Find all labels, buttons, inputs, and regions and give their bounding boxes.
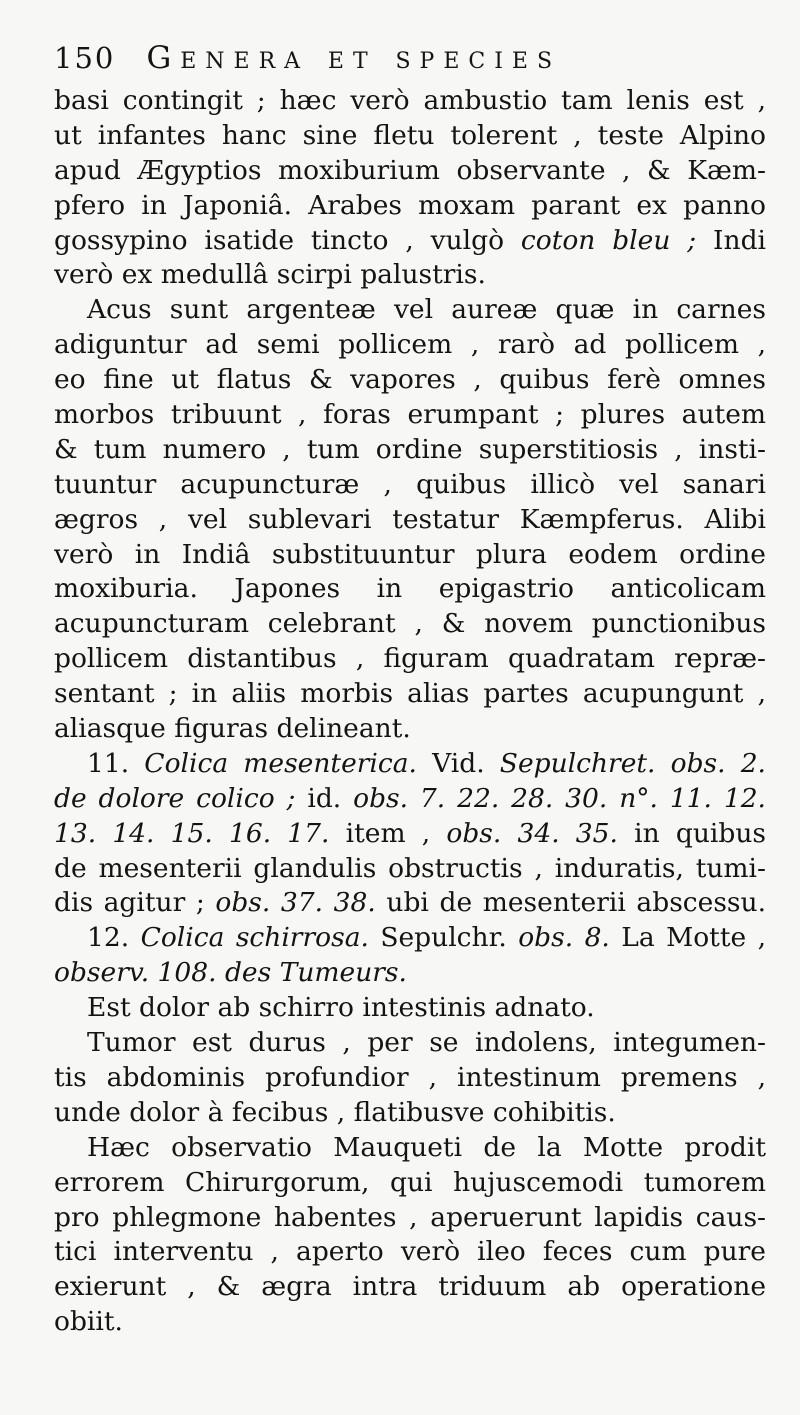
text-segment: La Motte , [609, 922, 766, 954]
text-segment: de mesenterii glandulis obstructis , induratis, tumi- [54, 852, 766, 884]
text-segment: Vid. [416, 747, 500, 779]
italic-text: de dolore colico ; [54, 782, 296, 814]
text-segment: adiguntur ad semi pollicem , rarò ad pollicem , [54, 329, 766, 361]
page-number: 150 [54, 41, 116, 75]
text-line [54, 84, 766, 119]
text-segment: pro phlegmone habentes , aperuerunt lapidis caus- [54, 1201, 766, 1233]
text-segment: Indi [696, 224, 766, 256]
text-segment: tuuntur acupuncturæ , quibus illicò vel sanari [54, 468, 766, 500]
text-segment: acupuncturam celebrant , & novem punctionibus [54, 608, 766, 640]
text-segment: Acus sunt argenteæ vel aureæ quæ in carnes [87, 294, 766, 326]
text-line [54, 154, 766, 189]
text-segment: 12. [87, 922, 141, 954]
text-segment: tici interventu , aperto verò ileo feces cum pure [54, 1236, 766, 1268]
text-line [54, 747, 766, 782]
text-segment: moxiburia. Japones in epigastrio anticolicam [54, 573, 766, 605]
text-segment: in quibus [617, 817, 766, 849]
text-line [54, 1096, 766, 1131]
page-header [54, 40, 754, 86]
text-segment: aliasque figuras delineant. [54, 713, 411, 745]
text-segment: pollicem distantibus , figuram quadratam repræ- [54, 643, 766, 675]
text-line [54, 852, 766, 887]
text-line [54, 1270, 766, 1305]
text-segment: ut infantes hanc sine fletu tolerent , teste Alpino [54, 119, 766, 151]
italic-text: obs. 8. [518, 922, 610, 954]
text-segment: exierunt , & ægra intra triduum ab operatione [54, 1271, 766, 1303]
text-line [54, 886, 766, 921]
text-segment: eo fine ut flatus & vapores , quibus ferè omnes [54, 364, 766, 396]
italic-text: coton bleu ; [520, 224, 697, 256]
text-line [54, 468, 766, 503]
text-line [54, 956, 766, 991]
body-text [54, 84, 766, 1340]
text-segment: verò ex medullâ scirpi palustris. [54, 259, 486, 291]
text-line [54, 189, 766, 224]
text-line [54, 607, 766, 642]
text-segment: pfero in Japoniâ. Arabes moxam parant ex panno [54, 189, 766, 221]
running-head: Genera et species [146, 40, 562, 76]
text-line [54, 328, 766, 363]
text-line [54, 1061, 766, 1096]
text-segment: unde dolor à fecibus , flatibusve cohibitis. [54, 1096, 616, 1128]
text-segment: 11. [87, 747, 145, 779]
text-line [54, 921, 766, 956]
text-segment: sentant ; in aliis morbis alias partes acupungunt , [54, 678, 766, 710]
text-segment: Tumor est durus , per se indolens, integumen- [87, 1027, 766, 1059]
text-line [54, 1026, 766, 1061]
text-line [54, 1235, 766, 1270]
italic-text: Colica mesenterica. [144, 747, 417, 779]
text-line [54, 817, 766, 852]
text-line [54, 433, 766, 468]
text-line [54, 1201, 766, 1236]
italic-text: obs. 37. 38. [215, 887, 376, 919]
text-segment: ubi de mesenterii abscessu. [375, 887, 766, 919]
text-segment: & tum numero , tum ordine superstitiosis , insti- [54, 433, 766, 465]
text-segment: id. [295, 782, 354, 814]
text-line [54, 991, 766, 1026]
italic-text: observ. 108. des Tumeurs. [54, 957, 407, 989]
text-segment: gossypino isatide tincto , vulgò [54, 224, 521, 256]
text-line [54, 503, 766, 538]
text-segment: verò in Indiâ substituuntur plura eodem ordine [54, 538, 766, 570]
text-line [54, 119, 766, 154]
text-segment: Hæc observatio Mauqueti de la Motte prodit [87, 1131, 766, 1163]
text-line [54, 1305, 766, 1340]
italic-text: obs. 7. 22. 28. 30. n°. 11. 12. [353, 782, 766, 814]
text-line [54, 224, 766, 259]
text-segment: ægros , vel sublevari testatur Kæmpferus. Alibi [54, 503, 766, 535]
text-line [54, 293, 766, 328]
text-segment: Est dolor ab schirro intestinis adnato. [87, 992, 595, 1024]
text-line [54, 538, 766, 573]
text-segment: apud Ægyptios moxiburium observante , & Kæm- [54, 154, 766, 186]
text-line [54, 642, 766, 677]
text-line [54, 712, 766, 747]
text-segment: Sepulchr. [368, 922, 519, 954]
text-line [54, 572, 766, 607]
text-segment: obiit. [54, 1306, 123, 1338]
text-line [54, 1166, 766, 1201]
text-segment: errorem Chirurgorum, qui hujuscemodi tumorem [54, 1166, 766, 1198]
italic-text: Colica schirrosa. [140, 922, 369, 954]
text-segment: dis agitur ; [54, 887, 216, 919]
text-line [54, 258, 766, 293]
text-segment: morbos tribuunt , foras erumpant ; plures autem [54, 399, 766, 431]
text-line [54, 677, 766, 712]
italic-text: 13. 14. 15. 16. 17. [54, 817, 330, 849]
text-line [54, 782, 766, 817]
italic-text: obs. 34. 35. [446, 817, 618, 849]
text-line [54, 398, 766, 433]
text-segment: basi contingit ; hæc verò ambustio tam lenis est , [54, 85, 766, 116]
italic-text: Sepulchret. obs. 2. [499, 747, 766, 779]
text-line [54, 1131, 766, 1166]
text-segment: item , [329, 817, 447, 849]
text-segment: tis abdominis profundior , intestinum premens , [54, 1061, 766, 1093]
text-line [54, 363, 766, 398]
